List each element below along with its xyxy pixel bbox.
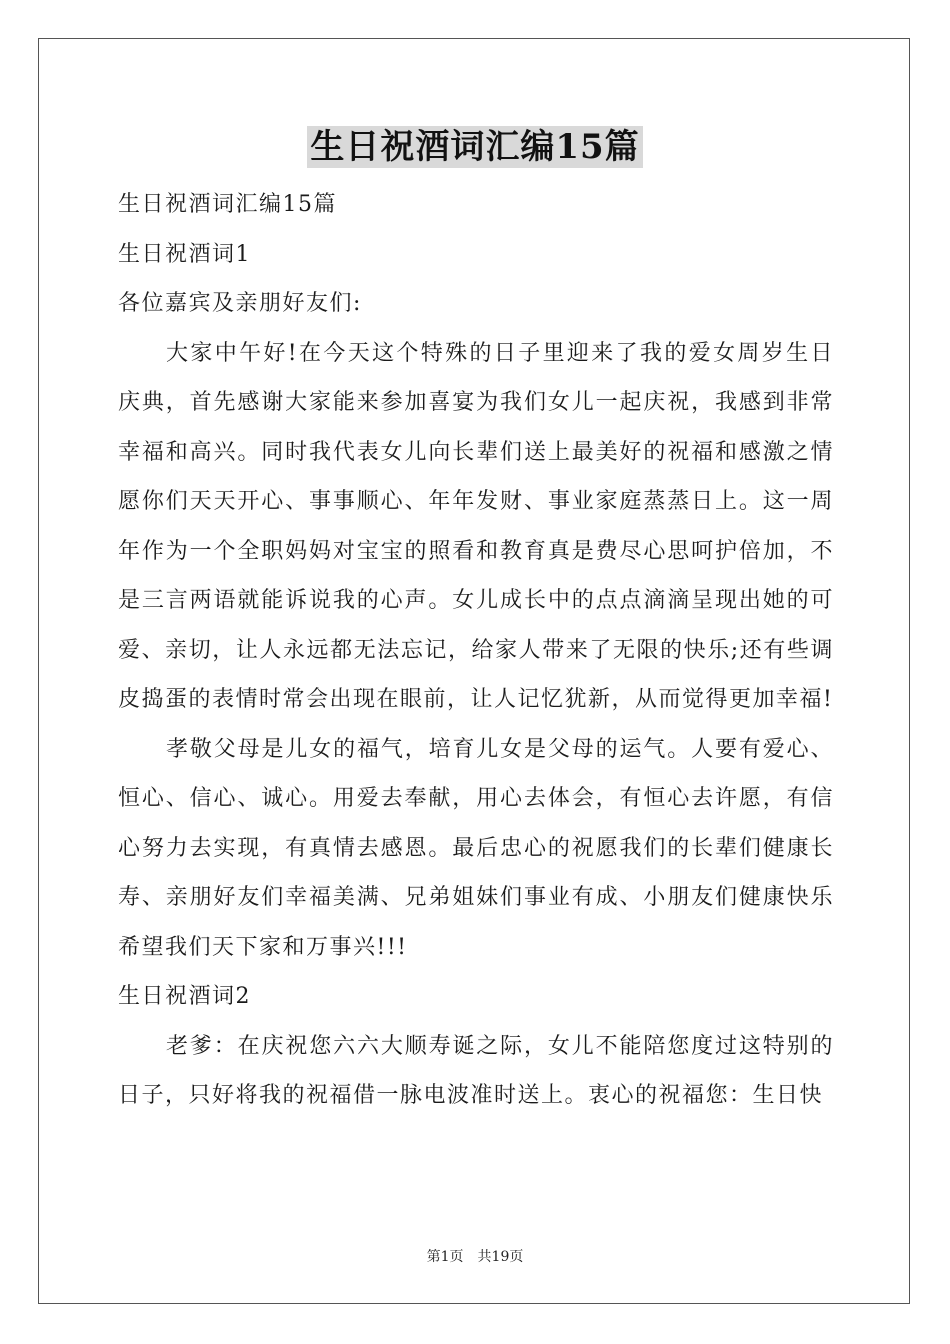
paragraph: 生日祝酒词2 bbox=[118, 984, 251, 1009]
paragraph: 老爹：在庆祝您六六大顺寿诞之际，女儿不能陪您度过这特别的日子，只好将我的祝福借一脉电波准时送上。衷心的祝福您：生日快 bbox=[118, 1033, 834, 1108]
document-title: 生日祝酒词汇编15篇 bbox=[307, 126, 642, 168]
paragraph: 各位嘉宾及亲朋好友们: bbox=[118, 291, 362, 316]
page-number: 第1页 bbox=[426, 1249, 464, 1265]
paragraph: 孝敬父母是儿女的福气，培育儿女是父母的运气。人要有爱心、恒心、信心、诚心。用爱去奉献，用心去体会，有恒心去许愿，有信心努力去实现，有真情去感恩。最后忠心的祝愿我们的长辈们健康长寿、亲朋好友们幸福美满、兄弟姐妹们事业有成、小朋友们健康快乐希望我们天下家和万事兴!!! bbox=[118, 736, 834, 960]
page-footer bbox=[0, 1248, 950, 1266]
paragraph: 大家中午好!在今天这个特殊的日子里迎来了我的爱女周岁生日庆典，首先感谢大家能来参加喜宴为我们女儿一起庆祝，我感到非常幸福和高兴。同时我代表女儿向长辈们送上最美好的祝福和感激之情愿你们天天开心、事事顺心、年年发财、事业家庭蒸蒸日上。这一周年作为一个全职妈妈对宝宝的照看和教育真是费尽心思呵护倍加，不是三言两语就能诉说我的心声。女儿成长中的点点滴滴呈现出她的可爱、亲切，让人永远都无法忘记，给家人带来了无限的快乐;还有些调皮捣蛋的表情时常会出现在眼前，让人记忆犹新，从而觉得更加幸福! bbox=[118, 340, 834, 712]
document-body bbox=[118, 180, 834, 1121]
paragraph: 生日祝酒词1 bbox=[118, 241, 251, 267]
title-container bbox=[0, 126, 950, 168]
page-total: 共19页 bbox=[477, 1249, 524, 1265]
paragraph: 生日祝酒词汇编15篇 bbox=[118, 192, 337, 217]
